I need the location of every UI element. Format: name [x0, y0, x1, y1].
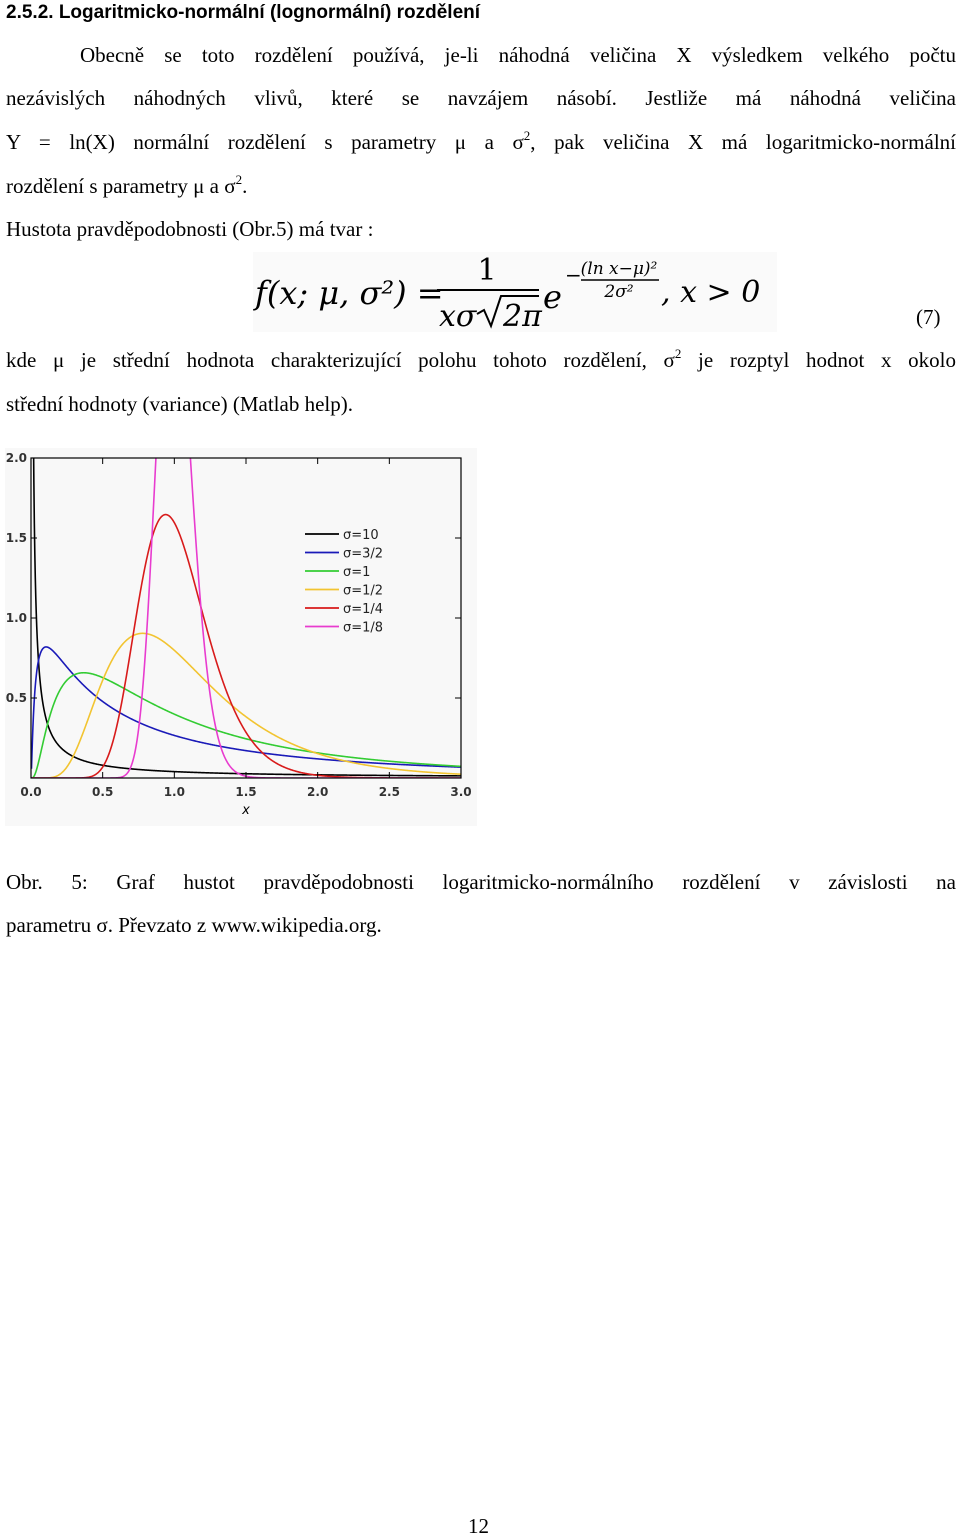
legend-label-3: σ=1/2 [343, 583, 384, 599]
y-tick-label: 1.5 [5, 531, 27, 545]
formula-condition: , x > 0 [661, 275, 761, 310]
formula-lhs: f(x; μ, σ²) = [255, 274, 444, 312]
x-tick-label: 0.0 [20, 785, 42, 799]
formula-exp-minus: − [565, 263, 582, 287]
chart-curves [31, 448, 461, 778]
section-heading [6, 2, 480, 24]
y-tick-label: 1.0 [5, 611, 27, 625]
formula-base: e [543, 278, 562, 316]
chart-svg [5, 448, 477, 826]
equation-number: (7) [916, 305, 941, 329]
series-line-2 [31, 673, 461, 778]
paragraph-line-3-sup: 2 [523, 128, 531, 143]
explanation-line-1-b: je rozptyl hodnot x okolo [681, 348, 957, 372]
x-tick-label: 3.0 [450, 785, 472, 799]
page-number: 12 [468, 1514, 489, 1538]
series-line-5 [31, 448, 461, 778]
paragraph-line-1: Obecně se toto rozdělení používá, je-li náhodná veličina X výsledkem velkého počtu [80, 43, 956, 67]
explanation-line-1-sup: 2 [674, 346, 682, 361]
y-tick-label: 2.0 [5, 451, 27, 465]
density-formula [253, 252, 777, 332]
legend-label-2: σ=1 [343, 565, 371, 580]
caption-line-1: Obr. 5: Graf hustot pravděpodobnosti logaritmicko-normálního rozdělení v závislosti na [6, 870, 956, 894]
x-tick-label: 2.0 [307, 785, 329, 799]
legend-label-4: σ=1/4 [343, 602, 384, 617]
formula-svg [253, 252, 777, 332]
caption-line-2: parametru σ. Převzato z www.wikipedia.org. [6, 913, 382, 937]
x-tick-label: 2.5 [378, 785, 400, 799]
formula-den-b: 2π [503, 299, 542, 332]
x-tick-label: 0.5 [92, 785, 114, 799]
series-line-1 [31, 647, 461, 769]
legend-label-5: σ=1/8 [343, 620, 384, 636]
plot-frame [31, 458, 461, 778]
legend-label-1: σ=3/2 [343, 546, 384, 562]
chart-legend [305, 528, 383, 636]
x-tick-label: 1.0 [163, 785, 185, 799]
paragraph-line-4 [6, 174, 247, 198]
legend-label-0: σ=10 [343, 528, 379, 543]
x-tick-label: 1.5 [235, 785, 257, 799]
y-tick-label: 0.5 [5, 691, 27, 705]
paragraph-line-3-a: Y = ln(X) normální rozdělení s parametry μ a σ [6, 130, 524, 154]
formula-exp-num: (ln x−μ)² [580, 259, 658, 279]
x-axis-label: x [242, 803, 250, 818]
paragraph-line-3 [6, 130, 956, 154]
explanation-line-1-a: kde μ je střední hodnota charakterizující polohu tohoto rozdělení, σ [6, 348, 675, 372]
paragraph-line-3-b: , pak veličina X má logaritmicko-normální [530, 130, 956, 154]
explanation-line-1 [6, 348, 956, 372]
explanation-line-2: střední hodnoty (variance) (Matlab help). [6, 392, 353, 416]
paragraph-line-2: nezávislých náhodných vlivů, které se navzájem násobí. Jestliže má náhodná veličina [6, 86, 956, 110]
paragraph-line-4-b: . [242, 174, 248, 198]
lognormal-chart [5, 448, 477, 826]
formula-den-a: xσ [439, 299, 477, 332]
section-number: 2.5.2. [6, 2, 54, 23]
paragraph-line-5: Hustota pravděpodobnosti (Obr.5) má tvar : [6, 217, 374, 241]
section-title: Logaritmicko-normální (lognormální) rozdělení [58, 2, 481, 23]
formula-exp-den: 2σ² [604, 282, 634, 302]
series-line-3 [31, 633, 461, 778]
paragraph-line-4-a: rozdělení s parametry μ a σ [6, 174, 236, 198]
formula-numerator: 1 [477, 253, 497, 288]
series-line-0 [31, 448, 461, 776]
paragraph-line-4-sup: 2 [235, 172, 243, 187]
